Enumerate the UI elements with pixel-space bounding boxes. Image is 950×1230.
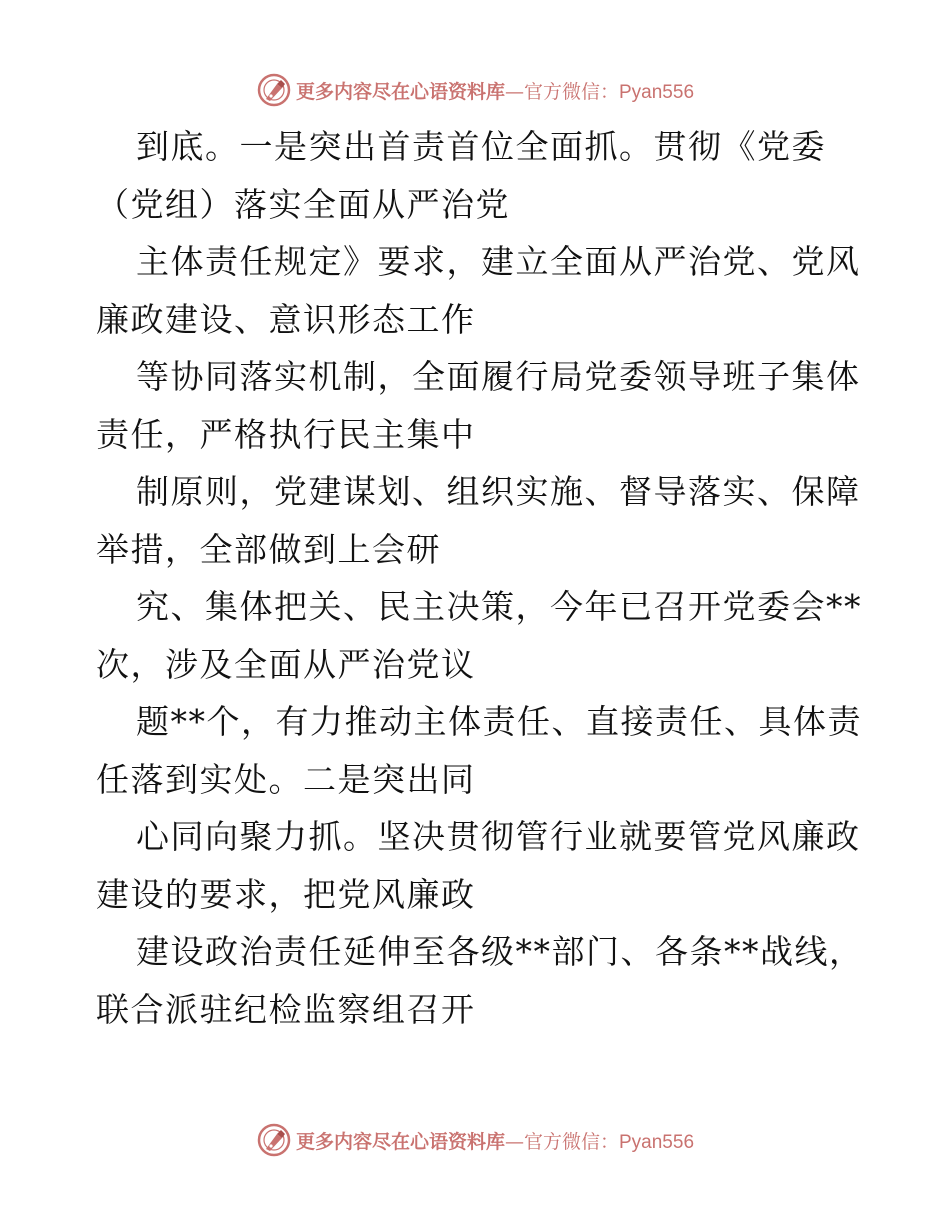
header-promo-text: 更多内容尽在心语资料库	[295, 80, 505, 103]
footer-separator: —	[505, 1130, 524, 1153]
body-line: 到底。一是突出首责首位全面抓。贯彻《党委	[136, 127, 826, 166]
footer-promo-text: 更多内容尽在心语资料库	[295, 1130, 505, 1153]
header-banner-text	[296, 77, 694, 104]
header-banner-inner	[256, 72, 694, 108]
body-line: 举措，全部做到上会研	[96, 529, 441, 569]
document-body	[96, 118, 866, 1038]
body-line: 建设的要求，把党风廉政	[96, 874, 476, 914]
body-line: 题**个，有力推动主体责任、直接责任、具体责	[136, 702, 862, 741]
body-line: 次，涉及全面从严治党议	[96, 644, 476, 684]
header-separator: —	[505, 80, 524, 103]
body-line: （党组）落实全面从严治党	[96, 184, 510, 224]
body-line: 心同向聚力抓。坚决贯彻管行业就要管党风廉政	[136, 817, 861, 856]
body-line: 主体责任规定》要求，建立全面从严治党、党风	[136, 242, 861, 281]
body-line: 建设政治责任延伸至各级**部门、各条**战线，	[136, 932, 864, 971]
pen-nib-logo-icon	[256, 1122, 292, 1158]
footer-banner-text	[296, 1127, 694, 1154]
body-line: 制原则，党建谋划、组织实施、督导落实、保障	[136, 472, 861, 511]
footer-banner-inner	[256, 1122, 694, 1158]
body-line: 究、集体把关、民主决策，今年已召开党委会**	[136, 587, 862, 626]
header-contact-text: 官方微信：Pyan556	[524, 81, 695, 103]
body-line: 廉政建设、意识形态工作	[96, 299, 476, 339]
body-line: 等协同落实机制，全面履行局党委领导班子集体	[136, 357, 861, 396]
header-banner	[0, 68, 950, 112]
body-line: 联合派驻纪检监察组召开	[96, 989, 476, 1029]
pen-nib-logo-icon	[256, 72, 292, 108]
footer-contact-text: 官方微信：Pyan556	[524, 1131, 695, 1153]
body-line: 任落到实处。二是突出同	[96, 759, 476, 799]
footer-banner	[0, 1118, 950, 1162]
body-line: 责任，严格执行民主集中	[96, 414, 476, 454]
